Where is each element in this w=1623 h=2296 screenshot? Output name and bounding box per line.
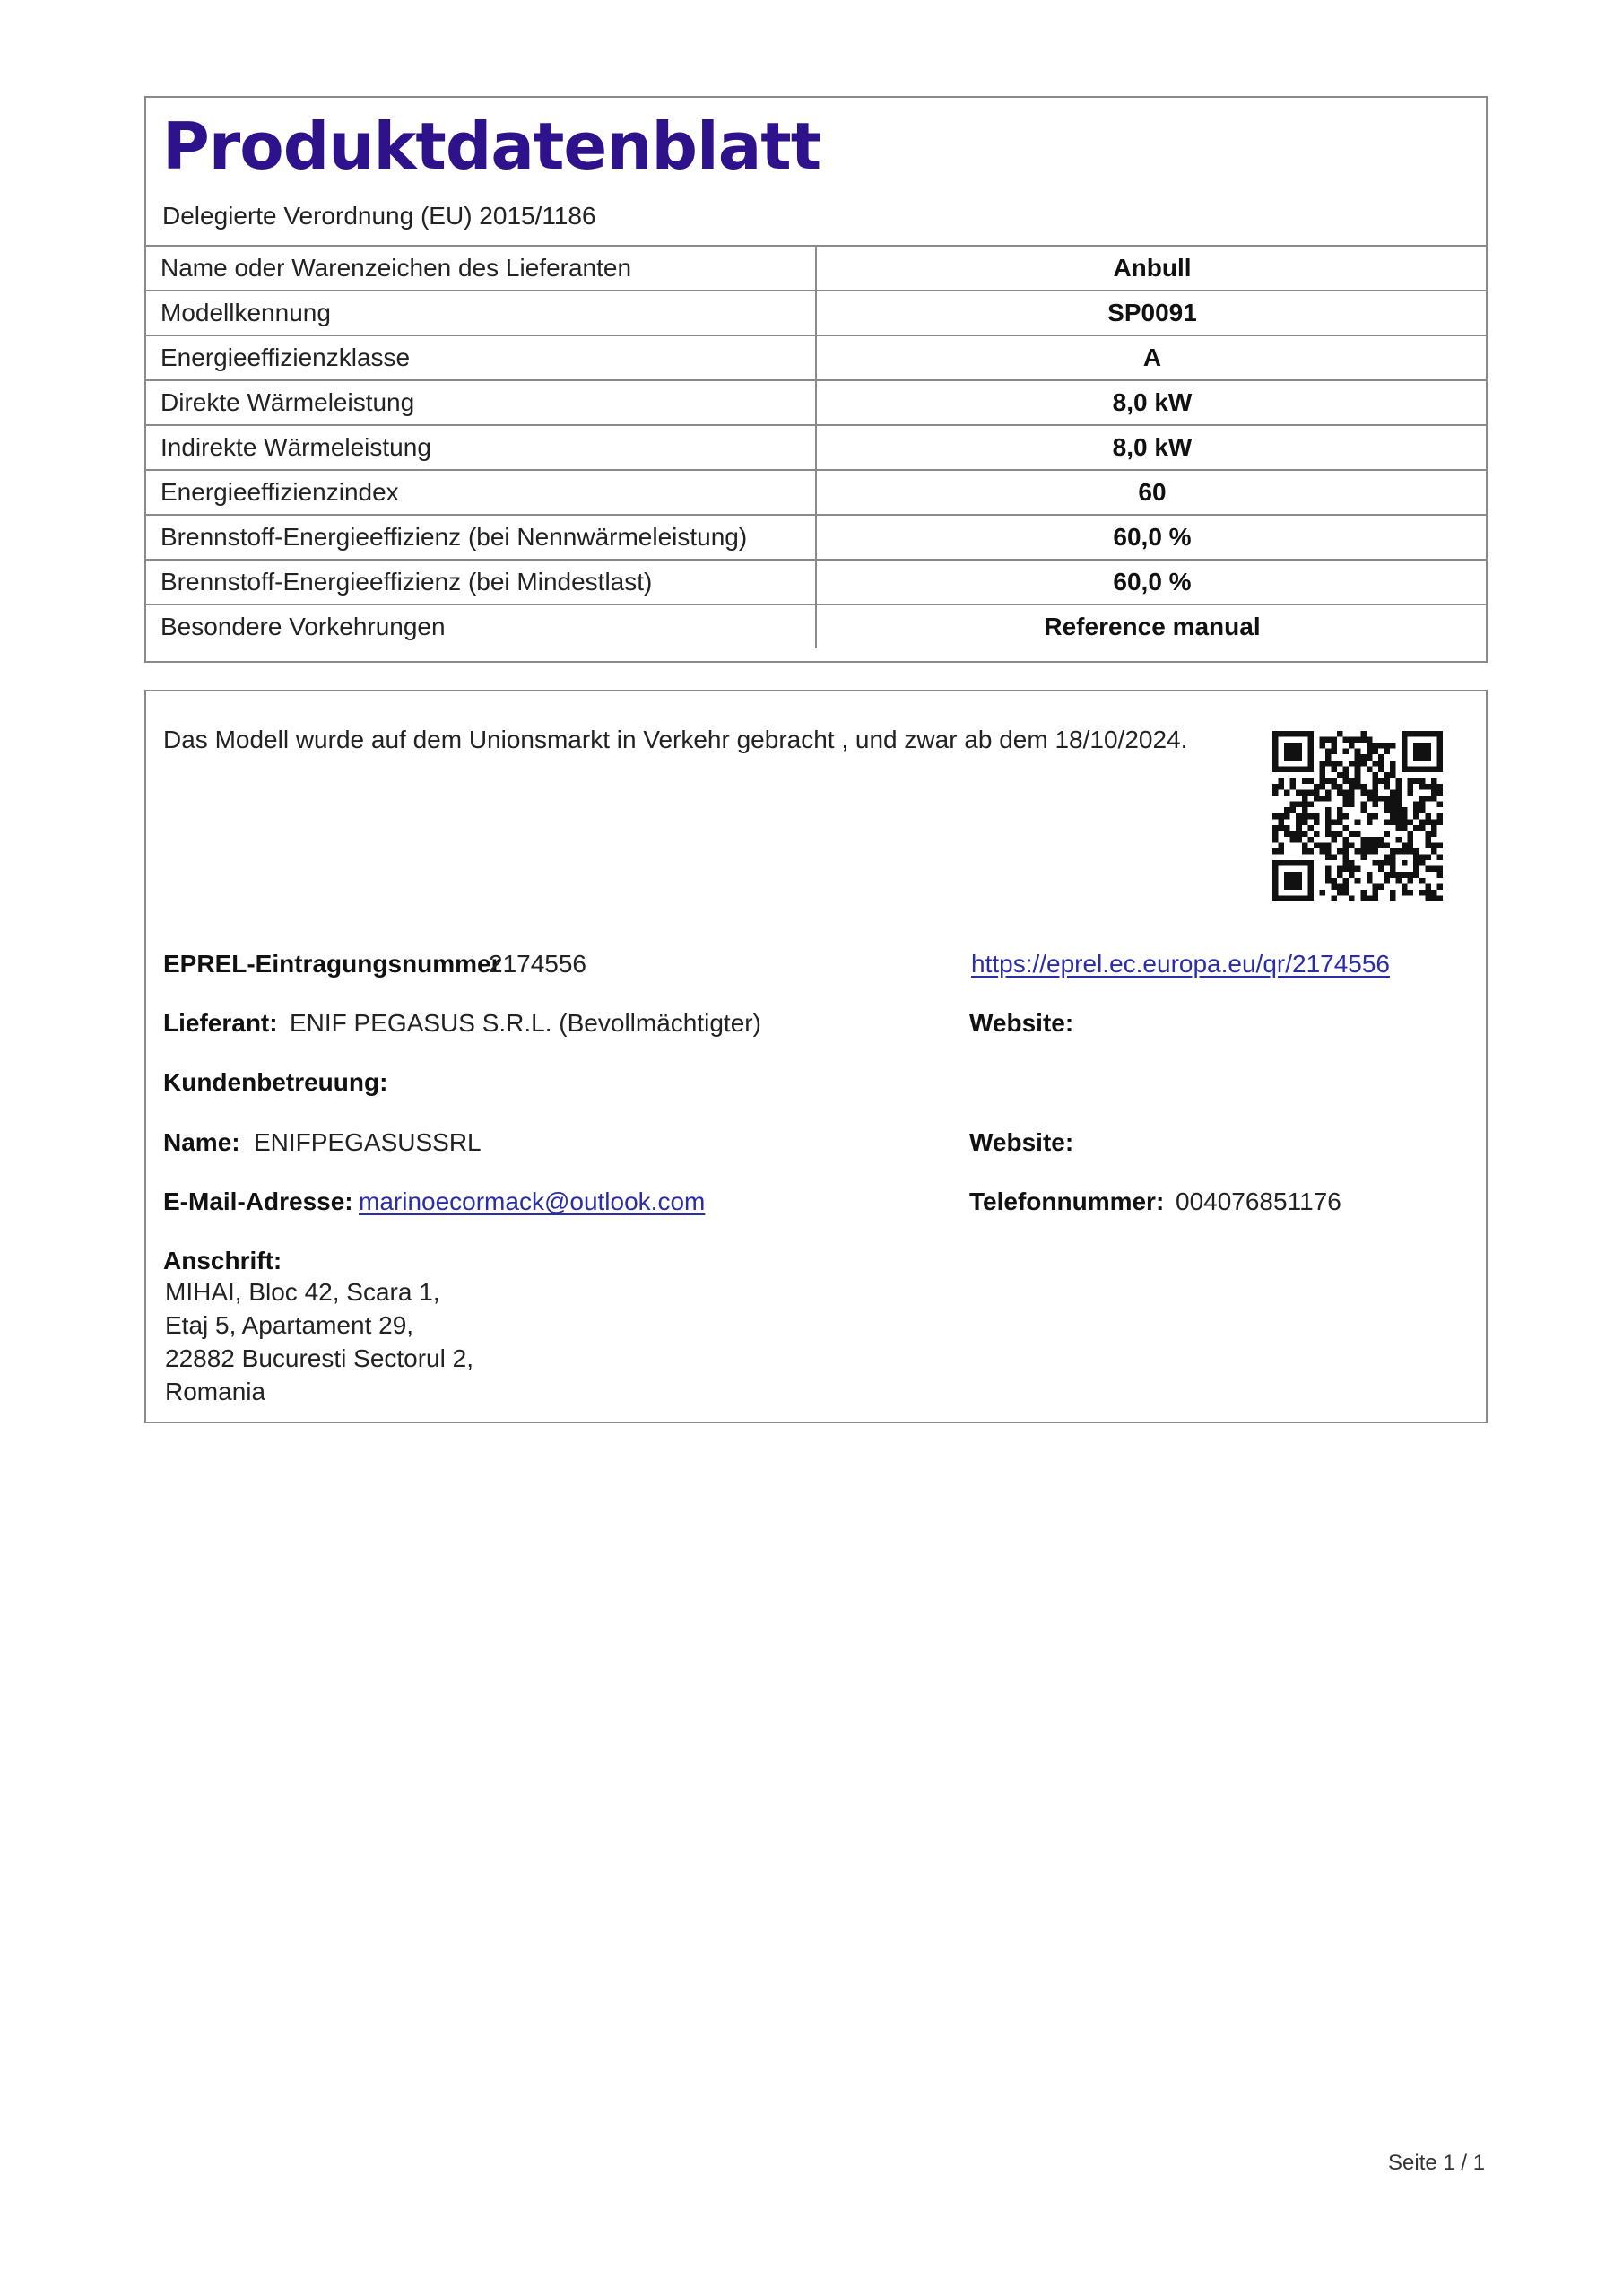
spec-value: 8,0 kW [816, 425, 1488, 470]
eprel-number: 2174556 [489, 950, 587, 978]
spec-label: Energieeffizienzindex [144, 470, 816, 515]
qr-code-icon[interactable] [1272, 731, 1443, 901]
spec-value: Anbull [816, 246, 1488, 291]
table-row [144, 515, 1488, 560]
spec-value: 60 [816, 470, 1488, 515]
eprel-label: EPREL-Eintragungsnummer [163, 950, 501, 978]
regulation-subtitle: Delegierte Verordnung (EU) 2015/1186 [162, 202, 596, 230]
address-label: Anschrift: [163, 1247, 282, 1274]
spec-label: Besondere Vorkehrungen [144, 604, 816, 648]
spec-value: 60,0 % [816, 560, 1488, 604]
supplier-info-box [144, 690, 1488, 1423]
table-row [144, 560, 1488, 604]
product-data-box [144, 96, 1488, 663]
spec-value: SP0091 [816, 291, 1488, 335]
market-date-text: Das Modell wurde auf dem Unionsmarkt in Verkehr gebracht , und zwar ab dem 18/10/2024. [163, 726, 1188, 753]
email-label: E-Mail-Adresse: [163, 1187, 353, 1215]
address-line: Romania [165, 1378, 266, 1405]
table-row [144, 335, 1488, 380]
phone-label: Telefonnummer: [969, 1187, 1165, 1215]
email-link[interactable]: marinoecormack@outlook.com [359, 1187, 706, 1215]
table-row [144, 246, 1488, 291]
address-line: 22882 Bucuresti Sectorul 2, [165, 1344, 473, 1372]
spec-label: Name oder Warenzeichen des Lieferanten [144, 246, 816, 291]
spec-label: Brennstoff-Energieeffizienz (bei Nennwärmeleistung) [144, 515, 816, 560]
page-title: Produktdatenblatt [162, 109, 821, 184]
eprel-link[interactable]: https://eprel.ec.europa.eu/qr/2174556 [971, 950, 1391, 978]
page-number: Seite 1 / 1 [1388, 2151, 1486, 2175]
table-row [144, 470, 1488, 515]
spec-label: Direkte Wärmeleistung [144, 380, 816, 425]
address-line: Etaj 5, Apartament 29, [165, 1311, 414, 1339]
spec-label: Indirekte Wärmeleistung [144, 425, 816, 470]
website-label: Website: [969, 1009, 1074, 1037]
supplier-label: Lieferant: [163, 1009, 278, 1037]
spec-label: Energieeffizienzklasse [144, 335, 816, 380]
table-row [144, 604, 1488, 648]
spec-value: Reference manual [816, 604, 1488, 648]
supplier-value: ENIF PEGASUS S.R.L. (Bevollmächtigter) [290, 1009, 761, 1037]
name-label: Name: [163, 1128, 240, 1156]
spec-label: Brennstoff-Energieeffizienz (bei Mindestlast) [144, 560, 816, 604]
address-block [165, 1275, 473, 1408]
specs-table [144, 245, 1488, 648]
spec-value: A [816, 335, 1488, 380]
spec-value: 8,0 kW [816, 380, 1488, 425]
table-row [144, 425, 1488, 470]
spec-label: Modellkennung [144, 291, 816, 335]
customer-service-label: Kundenbetreuung: [163, 1068, 388, 1096]
name-value: ENIFPEGASUSSRL [254, 1128, 482, 1156]
table-row [144, 291, 1488, 335]
phone-value: 004076851176 [1176, 1187, 1341, 1215]
address-line: MIHAI, Bloc 42, Scara 1, [165, 1278, 440, 1306]
spec-value: 60,0 % [816, 515, 1488, 560]
table-row [144, 380, 1488, 425]
website-label-2: Website: [969, 1128, 1074, 1156]
